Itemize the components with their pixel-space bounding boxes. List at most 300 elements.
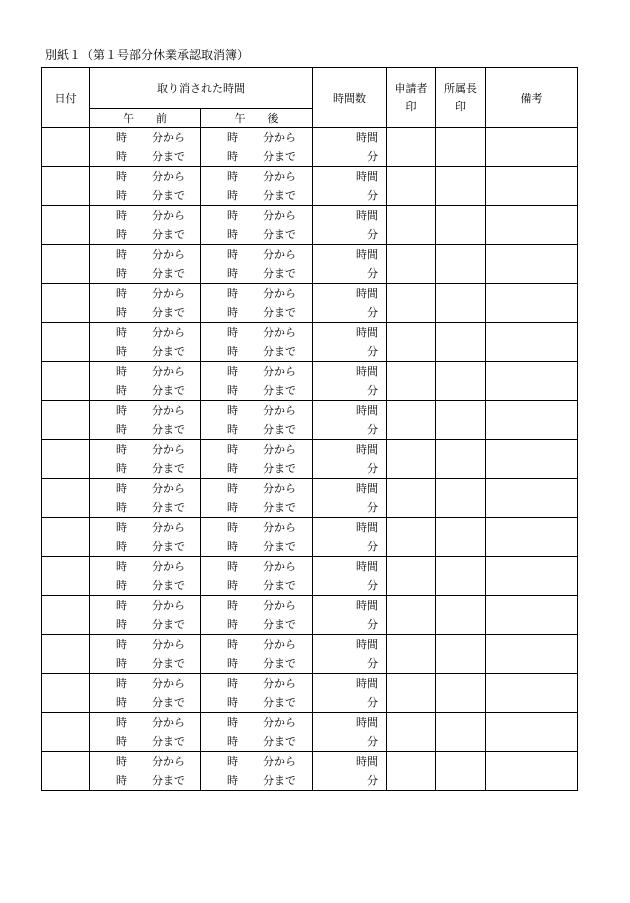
hour-label: 時 [116,618,127,631]
hour-label: 時 [116,345,127,358]
date-cell[interactable] [42,323,90,362]
hour-label: 時 [227,638,238,651]
morning-until-line [90,537,200,556]
applicant-seal-cell[interactable] [387,128,436,167]
minutes-unit-label: 分 [367,189,378,202]
hour-label: 時 [227,774,238,787]
hour-label: 時 [227,384,238,397]
manager-seal-cell[interactable] [436,440,486,479]
header-hours: 時間数 [313,68,387,128]
hour-label: 時 [116,443,127,456]
hour-label: 時 [227,248,238,261]
afternoon-from-line [201,596,312,615]
minute-until-label: 分まで [263,306,296,319]
morning-time-cell[interactable] [90,167,201,206]
header-manager-label: 所属長 [444,81,477,95]
remarks-cell[interactable] [486,752,578,791]
hours-unit-label: 時間 [356,755,378,768]
minute-from-label: 分から [263,443,296,456]
hours-count-cell[interactable] [313,557,387,596]
document-caption: 別紙１（第１号部分休業承認取消簿） [45,48,250,62]
minute-until-label: 分まで [263,189,296,202]
date-cell[interactable] [42,752,90,791]
minute-until-label: 分まで [263,579,296,592]
morning-from-line [90,674,200,693]
minutes-unit-label: 分 [367,462,378,475]
hours-count-cell[interactable] [313,206,387,245]
applicant-seal-cell[interactable] [387,323,436,362]
applicant-seal-cell[interactable] [387,245,436,284]
remarks-cell[interactable] [486,206,578,245]
minutes-unit-label: 分 [367,345,378,358]
applicant-seal-cell[interactable] [387,713,436,752]
date-cell[interactable] [42,128,90,167]
manager-seal-cell[interactable] [436,713,486,752]
afternoon-time-cell[interactable] [201,479,313,518]
hour-label: 時 [227,618,238,631]
manager-seal-cell[interactable] [436,401,486,440]
header-morning [90,109,201,128]
remarks-cell[interactable] [486,713,578,752]
morning-time-cell[interactable] [90,479,201,518]
header-remarks: 備考 [486,68,578,128]
afternoon-from-line [201,518,312,537]
afternoon-until-line [201,459,312,478]
header-applicant-label: 申請者 [394,81,428,95]
minute-from-label: 分から [263,716,296,729]
hours-count-cell[interactable] [313,635,387,674]
header-afternoon-char1: 午 [234,112,246,125]
minute-until-label: 分まで [152,306,185,319]
hours-count-cell[interactable] [313,284,387,323]
minute-until-label: 分まで [263,657,296,670]
afternoon-until-line [201,654,312,673]
afternoon-time-cell[interactable] [201,440,313,479]
date-cell[interactable] [42,284,90,323]
hour-label: 時 [116,696,127,709]
morning-from-line [90,479,200,498]
hours-unit-label: 時間 [356,716,378,729]
morning-from-line [90,206,200,225]
hour-label: 時 [227,404,238,417]
morning-time-cell[interactable] [90,557,201,596]
minutes-unit-label: 分 [367,657,378,670]
remarks-cell[interactable] [486,479,578,518]
afternoon-from-line [201,635,312,654]
hour-label: 時 [227,521,238,534]
hour-label: 時 [116,365,127,378]
table-row [42,440,578,479]
afternoon-from-line [201,479,312,498]
afternoon-from-line [201,284,312,303]
hour-label: 時 [227,170,238,183]
table-row [42,518,578,557]
applicant-seal-cell[interactable] [387,557,436,596]
minutes-unit-label: 分 [367,540,378,553]
hour-label: 時 [227,326,238,339]
hours-count-cell[interactable] [313,479,387,518]
hour-label: 時 [227,209,238,222]
hour-label: 時 [116,482,127,495]
morning-from-line [90,596,200,615]
minutes-unit-label: 分 [367,228,378,241]
applicant-seal-cell[interactable] [387,635,436,674]
table-row [42,401,578,440]
minute-from-label: 分から [263,326,296,339]
morning-from-line [90,245,200,264]
afternoon-time-cell[interactable] [201,635,313,674]
header-manager-seal-label: 印 [455,99,466,113]
hour-label: 時 [227,267,238,280]
minute-until-label: 分まで [263,774,296,787]
date-cell[interactable] [42,440,90,479]
table-row [42,167,578,206]
manager-seal-cell[interactable] [436,596,486,635]
minute-until-label: 分まで [263,150,296,163]
hour-label: 時 [116,501,127,514]
date-cell[interactable] [42,245,90,284]
morning-from-line [90,401,200,420]
remarks-cell[interactable] [486,557,578,596]
morning-from-line [90,557,200,576]
morning-time-cell[interactable] [90,128,201,167]
hours-count-cell[interactable] [313,401,387,440]
remarks-cell[interactable] [486,167,578,206]
table-row [42,284,578,323]
remarks-cell[interactable] [486,518,578,557]
hours-count-cell[interactable] [313,323,387,362]
minutes-unit-label: 分 [367,735,378,748]
afternoon-from-line [201,713,312,732]
date-cell[interactable] [42,167,90,206]
morning-until-line [90,576,200,595]
morning-until-line [90,420,200,439]
minute-from-label: 分から [152,248,185,261]
hour-label: 時 [227,599,238,612]
hours-count-cell[interactable] [313,752,387,791]
minute-until-label: 分まで [263,696,296,709]
afternoon-time-cell[interactable] [201,245,313,284]
manager-seal-cell[interactable] [436,635,486,674]
afternoon-until-line [201,225,312,244]
afternoon-time-cell[interactable] [201,674,313,713]
minute-until-label: 分まで [152,384,185,397]
minute-until-label: 分まで [152,774,185,787]
manager-seal-cell[interactable] [436,557,486,596]
afternoon-time-cell[interactable] [201,752,313,791]
hour-label: 時 [227,443,238,456]
afternoon-from-line [201,674,312,693]
morning-time-cell[interactable] [90,635,201,674]
afternoon-time-cell[interactable] [201,401,313,440]
morning-time-cell[interactable] [90,401,201,440]
applicant-seal-cell[interactable] [387,479,436,518]
applicant-seal-cell[interactable] [387,440,436,479]
hour-label: 時 [116,423,127,436]
hours-unit-label: 時間 [356,443,378,456]
applicant-seal-cell[interactable] [387,752,436,791]
hour-label: 時 [227,189,238,202]
hours-unit-label: 時間 [356,638,378,651]
minute-from-label: 分から [152,755,185,768]
manager-seal-cell[interactable] [436,752,486,791]
afternoon-time-cell[interactable] [201,323,313,362]
morning-from-line [90,128,200,147]
applicant-seal-cell[interactable] [387,401,436,440]
afternoon-time-cell[interactable] [201,518,313,557]
minute-until-label: 分まで [152,228,185,241]
hour-label: 時 [116,579,127,592]
minutes-unit-label: 分 [367,579,378,592]
hour-label: 時 [116,774,127,787]
applicant-seal-cell[interactable] [387,167,436,206]
minute-from-label: 分から [263,248,296,261]
afternoon-from-line [201,128,312,147]
hour-label: 時 [116,267,127,280]
minute-from-label: 分から [152,638,185,651]
hour-label: 時 [116,150,127,163]
morning-time-cell[interactable] [90,596,201,635]
minute-until-label: 分まで [152,618,185,631]
hour-label: 時 [116,716,127,729]
table-row [42,479,578,518]
afternoon-from-line [201,206,312,225]
manager-seal-cell[interactable] [436,128,486,167]
morning-time-cell[interactable] [90,284,201,323]
hour-label: 時 [227,579,238,592]
remarks-cell[interactable] [486,323,578,362]
hour-label: 時 [227,560,238,573]
hours-count-cell[interactable] [313,713,387,752]
table-row [42,713,578,752]
hour-label: 時 [116,326,127,339]
header-cancelled-time: 取り消された時間 [90,68,313,109]
morning-time-cell[interactable] [90,518,201,557]
manager-seal-cell[interactable] [436,518,486,557]
minute-from-label: 分から [152,131,185,144]
remarks-cell[interactable] [486,245,578,284]
morning-until-line [90,264,200,283]
morning-from-line [90,752,200,771]
hours-unit-label: 時間 [356,131,378,144]
date-cell[interactable] [42,401,90,440]
hour-label: 時 [116,462,127,475]
applicant-seal-cell[interactable] [387,674,436,713]
morning-time-cell[interactable] [90,362,201,401]
date-cell[interactable] [42,362,90,401]
minute-until-label: 分まで [263,267,296,280]
minute-from-label: 分から [152,365,185,378]
applicant-seal-cell[interactable] [387,284,436,323]
hour-label: 時 [116,170,127,183]
morning-time-cell[interactable] [90,206,201,245]
minute-until-label: 分まで [152,150,185,163]
hour-label: 時 [227,306,238,319]
hours-count-cell[interactable] [313,596,387,635]
hour-label: 時 [227,735,238,748]
morning-time-cell[interactable] [90,674,201,713]
morning-time-cell[interactable] [90,713,201,752]
date-cell[interactable] [42,557,90,596]
morning-from-line [90,635,200,654]
hour-label: 時 [227,150,238,163]
minute-from-label: 分から [263,638,296,651]
applicant-seal-cell[interactable] [387,362,436,401]
remarks-cell[interactable] [486,284,578,323]
morning-until-line [90,381,200,400]
date-cell[interactable] [42,713,90,752]
date-cell[interactable] [42,479,90,518]
minute-from-label: 分から [152,560,185,573]
minute-from-label: 分から [263,209,296,222]
minute-from-label: 分から [263,287,296,300]
morning-until-line [90,225,200,244]
minute-until-label: 分まで [263,345,296,358]
header-afternoon [201,109,313,128]
hour-label: 時 [116,560,127,573]
table-row [42,245,578,284]
manager-seal-cell[interactable] [436,167,486,206]
morning-until-line [90,303,200,322]
afternoon-time-cell[interactable] [201,362,313,401]
hour-label: 時 [116,287,127,300]
morning-until-line [90,147,200,166]
manager-seal-cell[interactable] [436,323,486,362]
hour-label: 時 [116,677,127,690]
hour-label: 時 [116,599,127,612]
afternoon-time-cell[interactable] [201,557,313,596]
manager-seal-cell[interactable] [436,284,486,323]
table-row [42,596,578,635]
minutes-unit-label: 分 [367,267,378,280]
hour-label: 時 [116,521,127,534]
afternoon-until-line [201,420,312,439]
minute-until-label: 分まで [263,540,296,553]
hour-label: 時 [227,755,238,768]
afternoon-time-cell[interactable] [201,128,313,167]
hours-unit-label: 時間 [356,599,378,612]
remarks-cell[interactable] [486,440,578,479]
remarks-cell[interactable] [486,362,578,401]
morning-until-line [90,498,200,517]
afternoon-from-line [201,752,312,771]
morning-from-line [90,167,200,186]
manager-seal-cell[interactable] [436,674,486,713]
date-cell[interactable] [42,635,90,674]
morning-time-cell[interactable] [90,245,201,284]
date-cell[interactable] [42,674,90,713]
hour-label: 時 [227,423,238,436]
morning-from-line [90,323,200,342]
remarks-cell[interactable] [486,635,578,674]
hour-label: 時 [227,540,238,553]
remarks-cell[interactable] [486,596,578,635]
minute-from-label: 分から [263,404,296,417]
minute-from-label: 分から [152,677,185,690]
minute-from-label: 分から [152,287,185,300]
applicant-seal-cell[interactable] [387,518,436,557]
morning-until-line [90,615,200,634]
hours-count-cell[interactable] [313,518,387,557]
afternoon-time-cell[interactable] [201,596,313,635]
minute-from-label: 分から [263,131,296,144]
applicant-seal-cell[interactable] [387,206,436,245]
hours-unit-label: 時間 [356,248,378,261]
morning-time-cell[interactable] [90,440,201,479]
afternoon-time-cell[interactable] [201,713,313,752]
hours-unit-label: 時間 [356,560,378,573]
afternoon-until-line [201,615,312,634]
remarks-cell[interactable] [486,674,578,713]
afternoon-until-line [201,537,312,556]
hours-count-cell[interactable] [313,674,387,713]
table-row [42,557,578,596]
manager-seal-cell[interactable] [436,245,486,284]
hour-label: 時 [227,482,238,495]
applicant-seal-cell[interactable] [387,596,436,635]
afternoon-until-line [201,498,312,517]
hour-label: 時 [116,657,127,670]
hour-label: 時 [116,306,127,319]
minute-until-label: 分まで [263,501,296,514]
afternoon-until-line [201,693,312,712]
morning-until-line [90,771,200,790]
afternoon-time-cell[interactable] [201,206,313,245]
hours-count-cell[interactable] [313,440,387,479]
hours-unit-label: 時間 [356,170,378,183]
afternoon-from-line [201,362,312,381]
minute-until-label: 分まで [152,657,185,670]
minute-from-label: 分から [263,755,296,768]
minute-until-label: 分まで [152,345,185,358]
date-cell[interactable] [42,596,90,635]
manager-seal-cell[interactable] [436,479,486,518]
hours-count-cell[interactable] [313,362,387,401]
header-morning-char2: 前 [156,112,167,125]
manager-seal-cell[interactable] [436,206,486,245]
hours-count-cell[interactable] [313,245,387,284]
hours-count-cell[interactable] [313,128,387,167]
hours-count-cell[interactable] [313,167,387,206]
hour-label: 時 [116,735,127,748]
morning-until-line [90,693,200,712]
minute-until-label: 分まで [152,423,185,436]
minute-until-label: 分まで [152,462,185,475]
afternoon-time-cell[interactable] [201,284,313,323]
hour-label: 時 [116,228,127,241]
afternoon-until-line [201,186,312,205]
date-cell[interactable] [42,206,90,245]
morning-time-cell[interactable] [90,752,201,791]
remarks-cell[interactable] [486,401,578,440]
afternoon-time-cell[interactable] [201,167,313,206]
hour-label: 時 [227,287,238,300]
hour-label: 時 [227,677,238,690]
hours-unit-label: 時間 [356,404,378,417]
manager-seal-cell[interactable] [436,362,486,401]
hour-label: 時 [227,501,238,514]
afternoon-until-line [201,303,312,322]
header-afternoon-char2: 後 [267,112,279,125]
morning-until-line [90,654,200,673]
header-applicant-seal-label: 印 [405,99,417,113]
remarks-cell[interactable] [486,128,578,167]
date-cell[interactable] [42,518,90,557]
minute-from-label: 分から [152,716,185,729]
minute-from-label: 分から [263,560,296,573]
morning-time-cell[interactable] [90,323,201,362]
minute-until-label: 分まで [263,735,296,748]
